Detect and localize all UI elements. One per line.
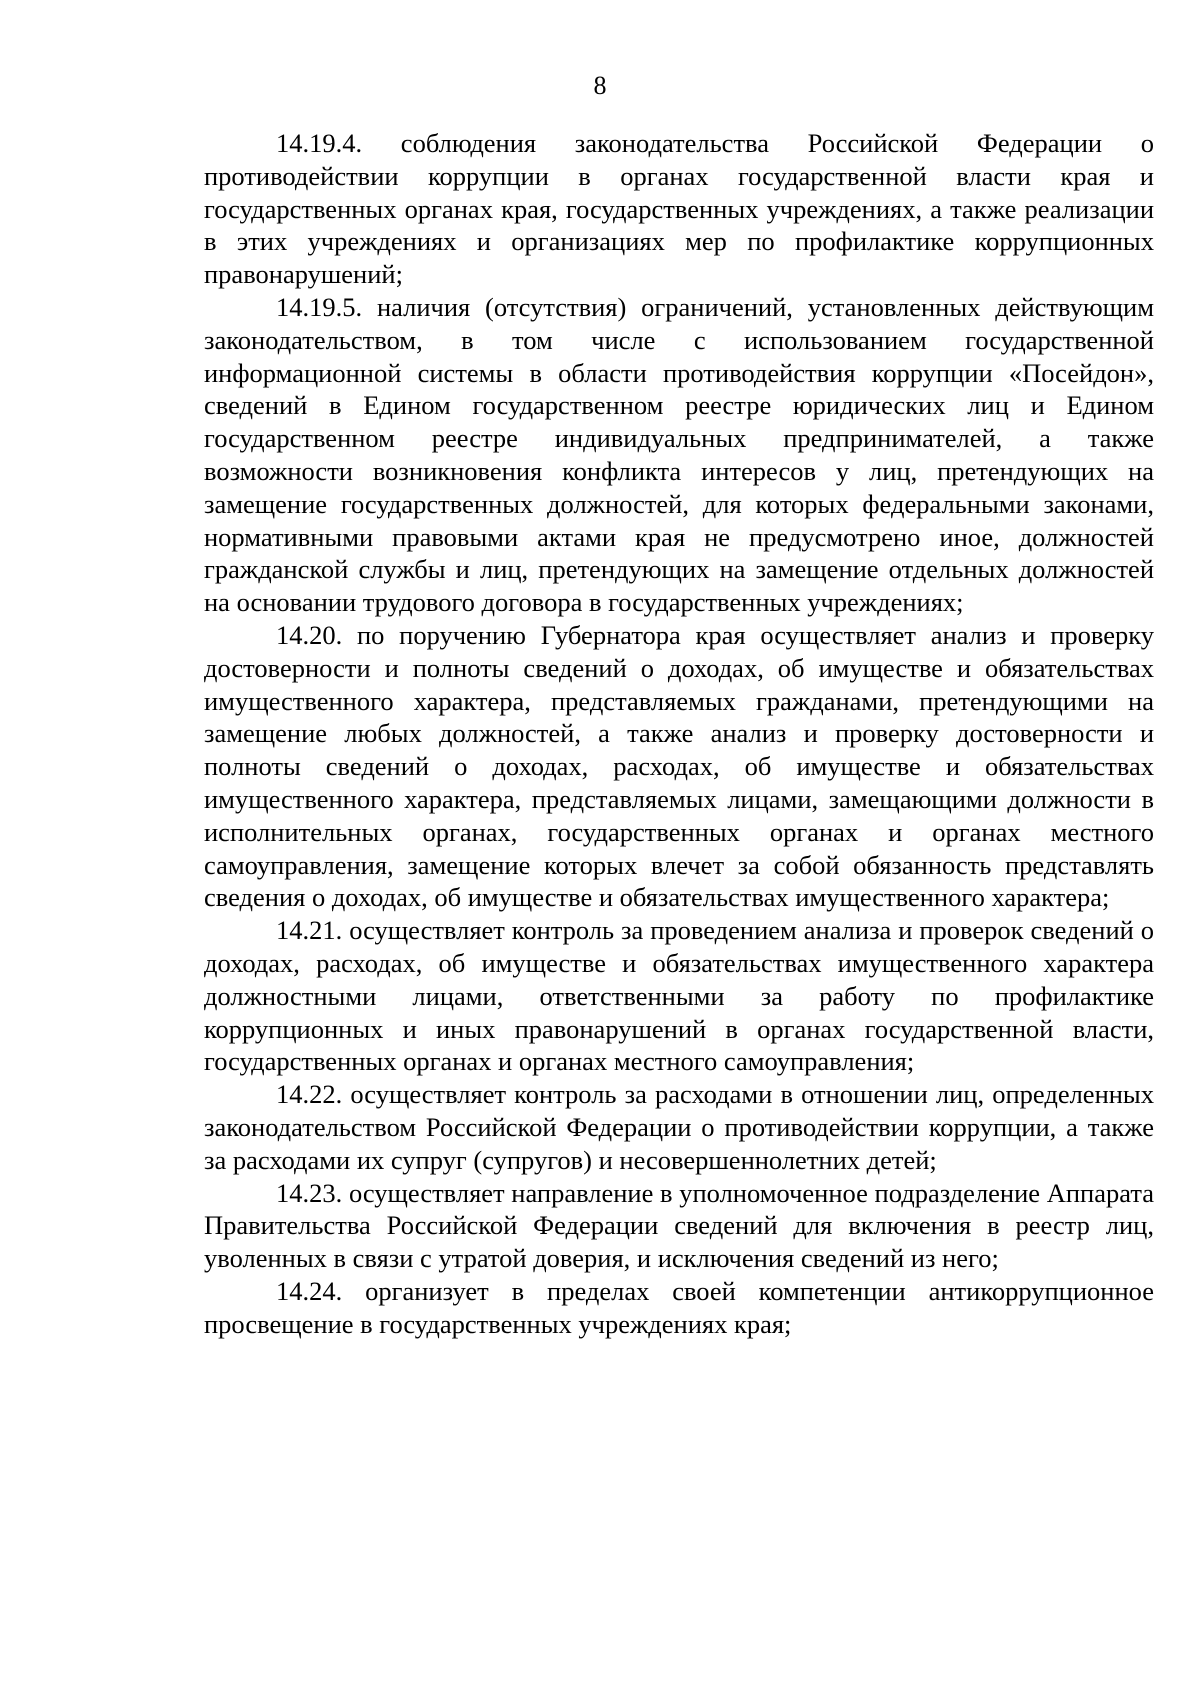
paragraph-14-24: 14.24. организует в пределах своей компетенции антикоррупционное просвещение в государственных учреждениях края; [204,1275,1154,1339]
paragraph-14-20: 14.20. по поручению Губернатора края осуществляет анализ и проверку достоверности и полноты сведений о доходах, об имуществе и обязательствах имущественного характера, представляемых гражданами, претендующими на замещение любых должностей, а также анализ и проверку достоверности и полноты сведений о доходах, расходах, об имуществе и обязательствах имущественного характера, представляемых лицами, замещающими должности в исполнительных органах, государственных органах и органах местного самоуправления, замещение которых влечет за собой обязанность представлять сведения о доходах, об имуществе и обязательствах имущественного характера; [204,619,1154,913]
document-body [204,127,1154,1340]
paragraph-14-19-4: 14.19.4. соблюдения законодательства Российской Федерации о противодействии коррупции в органах государственной власти края и государственных органах края, государственных учреждениях, а также реализации в этих учреждениях и организациях мер по профилактике коррупционных правонарушений; [204,128,1154,290]
paragraph-14-21: 14.21. осуществляет контроль за проведением анализа и проверок сведений о доходах, расходах, об имуществе и обязательствах имущественного характера должностными лицами, ответственными за работу по профилактике коррупционных и иных правонарушений в органах государственной власти, государственных органах и органах местного самоуправления; [204,915,1154,1077]
paragraph-14-22: 14.22. осуществляет контроль за расходами в отношении лиц, определенных законодательством Российской Федерации о противодействии коррупции, а также за расходами их супруг (супругов) и несовершеннолетних детей; [204,1079,1154,1175]
page-number: 8 [593,71,607,100]
paragraph-14-19-5: 14.19.5. наличия (отсутствия) ограничений, установленных действующим законодательством, в том числе с использованием государственной информационной системы в области противодействия коррупции «Посейдон», сведений в Едином государственном реестре юридических лиц и Едином государственном реестре индивидуальных предпринимателей, а также возможности возникновения конфликта интересов у лиц, претендующих на замещение государственных должностей, для которых федеральными законами, нормативными правовыми актами края не предусмотрено иное, должностей гражданской службы и лиц, претендующих на замещение отдельных должностей на основании трудового договора в государственных учреждениях; [204,291,1154,618]
paragraph-14-23: 14.23. осуществляет направление в уполномоченное подразделение Аппарата Правительства Российской Федерации сведений для включения в реестр лиц, уволенных в связи с утратой доверия, и исключения сведений из него; [204,1177,1154,1274]
